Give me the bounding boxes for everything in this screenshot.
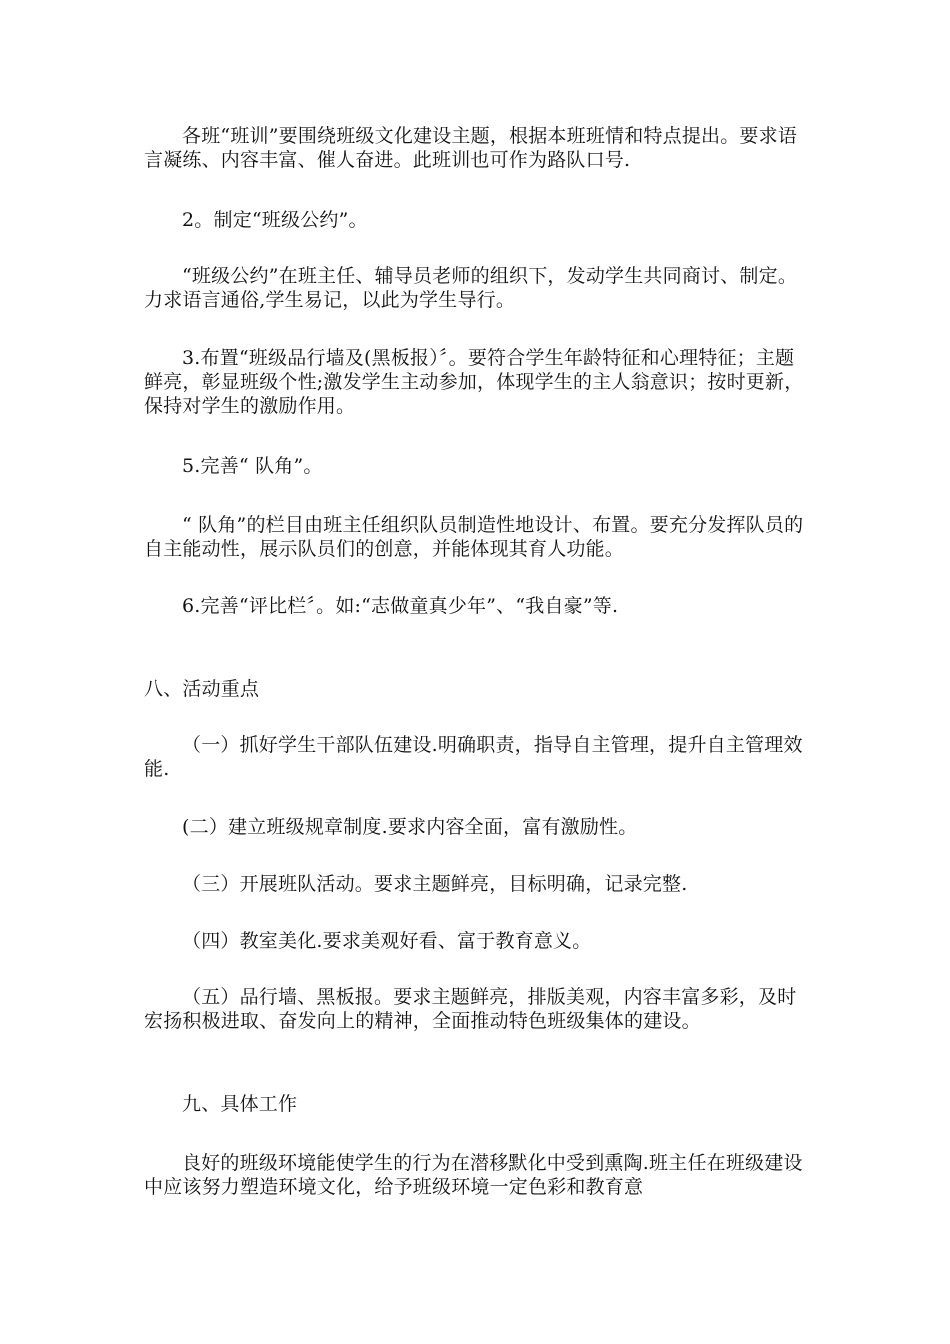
paragraph-appraisal-board: 6.完善“评比栏〞。如:“志做童真少年”、“我自豪”等. (182, 595, 619, 617)
list-item-classroom-beautify: （四）教室美化.要求美观好看、富于教育意义。 (182, 930, 592, 952)
list-item-rules-system: (二）建立班级规章制度.要求内容全面，富有激励性。 (182, 816, 638, 838)
paragraph-team-corner: “ 队角”的栏目由班主任组织队员制造性地设计、布置。要充分发挥队员的自主能动性，展示队员们的创意，并能体现其育人功能。 (144, 514, 804, 560)
section-heading-activity-focus: 八、活动重点 (144, 678, 260, 700)
paragraph-character-wall: 3.布置“班级品行墙及(黑板报）〞。要符合学生年龄特征和心理特征；主题鲜亮，彰显班级个性;激发学生主动参加，体现学生的主人翁意识；按时更新，保持对学生的激励作用。 (144, 347, 804, 417)
paragraph-class-convention: “班级公约”在班主任、辅导员老师的组织下，发动学生共同商讨、制定。力求语言通俗,学生易记，以此为学生导行。 (144, 265, 798, 311)
paragraph-class-motto: 各班“班训”要围绕班级文化建设主题，根据本班班情和特点提出。要求语言凝练、内容丰富、催人奋进。此班训也可作为路队口号. (144, 125, 798, 171)
list-item-character-wall-blackboard: （五）品行墙、黑板报。要求主题鲜亮，排版美观，内容丰富多彩，及时宏扬积极进取、奋发向上的精神，全面推动特色班级集体的建设。 (144, 986, 797, 1032)
paragraph-team-corner-heading: 5.完善“ 队角”。 (182, 455, 323, 477)
list-item-team-activities: （三）开展班队活动。要求主题鲜亮，目标明确，记录完整. (182, 873, 688, 895)
list-item-cadre-building: （一）抓好学生干部队伍建设.明确职责，指导自主管理，提升自主管理效能. (144, 734, 803, 780)
section-heading-specific-work: 九、具体工作 (182, 1093, 298, 1115)
paragraph-class-environment: 良好的班级环境能使学生的行为在潜移默化中受到熏陶.班主任在班级建设中应该努力塑造环境文化，给予班级环境一定色彩和教育意 (144, 1152, 803, 1198)
paragraph-class-convention-heading: 2。制定“班级公约”。 (182, 209, 368, 231)
